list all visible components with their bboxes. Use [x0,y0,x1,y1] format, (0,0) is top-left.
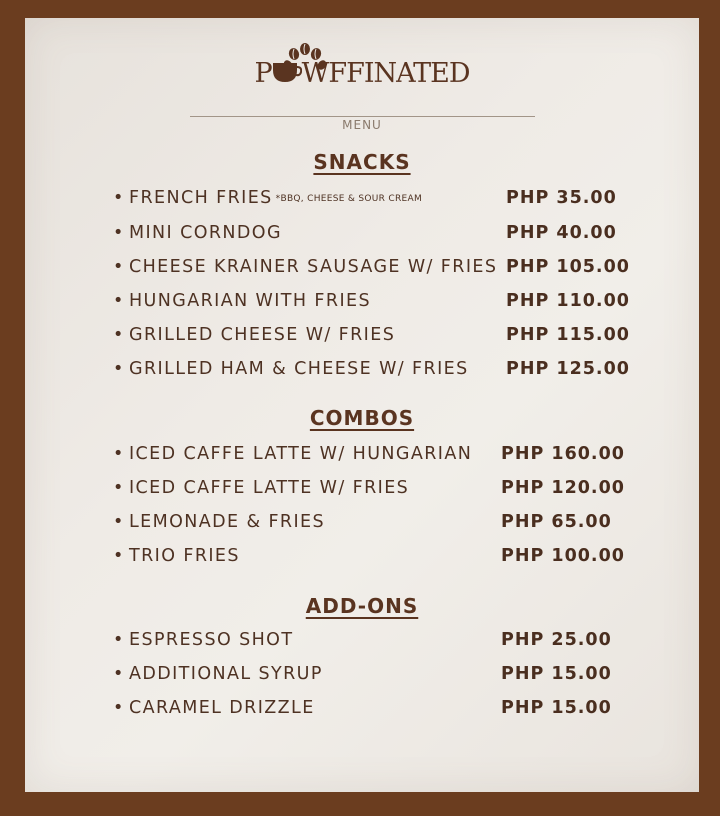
menu-paper [25,18,699,792]
section-title-add-ons: ADD-ONS [305,594,419,618]
menu-item: • FRENCH FRIES *BBQ, CHEESE & SOUR CREAM PHP 35.00 [113,188,617,208]
item-price: PHP 125.00 [506,359,630,379]
menu-item: • ICED CAFFE LATTE W/ HUNGARIAN PHP 160.00 [113,444,625,464]
menu-item: • CARAMEL DRIZZLE PHP 15.00 [113,698,612,718]
menu-item: • ICED CAFFE LATTE W/ FRIES PHP 120.00 [113,478,625,498]
menu-item: • ADDITIONAL SYRUP PHP 15.00 [113,664,612,684]
item-price: PHP 120.00 [501,478,625,498]
item-price: PHP 35.00 [506,188,617,208]
brand-name-left: P [254,58,272,89]
menu-item: • ESPRESSO SHOT PHP 25.00 [113,630,612,650]
item-price: PHP 15.00 [501,698,612,718]
item-price: PHP 160.00 [501,444,625,464]
menu-item: • TRIO FRIES PHP 100.00 [113,546,625,566]
menu-item: • CHEESE KRAINER SAUSAGE W/ FRIES PHP 105.00 [113,257,630,277]
item-price: PHP 25.00 [501,630,612,650]
brand-name-right: WFFINATED [301,58,470,89]
menu-item: • GRILLED CHEESE W/ FRIES PHP 115.00 [113,325,630,345]
item-price: PHP 40.00 [506,223,617,243]
menu-item: • MINI CORNDOG PHP 40.00 [113,223,617,243]
menu-subtitle: MENU [342,118,382,132]
item-price: PHP 15.00 [501,664,612,684]
coffee-cup-icon [272,62,302,84]
brand-name [25,58,699,89]
brand-divider [190,116,535,117]
item-price: PHP 100.00 [501,546,625,566]
item-note: *BBQ, CHEESE & SOUR CREAM [275,194,423,204]
menu-item: • LEMONADE & FRIES PHP 65.00 [113,512,612,532]
item-price: PHP 115.00 [506,325,630,345]
menu-item: • GRILLED HAM & CHEESE W/ FRIES PHP 125.00 [113,359,630,379]
item-price: PHP 65.00 [501,512,612,532]
item-price: PHP 105.00 [506,257,630,277]
section-title-combos: COMBOS [309,406,415,430]
item-price: PHP 110.00 [506,291,630,311]
section-title-snacks: SNACKS [313,150,411,174]
menu-item: • HUNGARIAN WITH FRIES PHP 110.00 [113,291,630,311]
